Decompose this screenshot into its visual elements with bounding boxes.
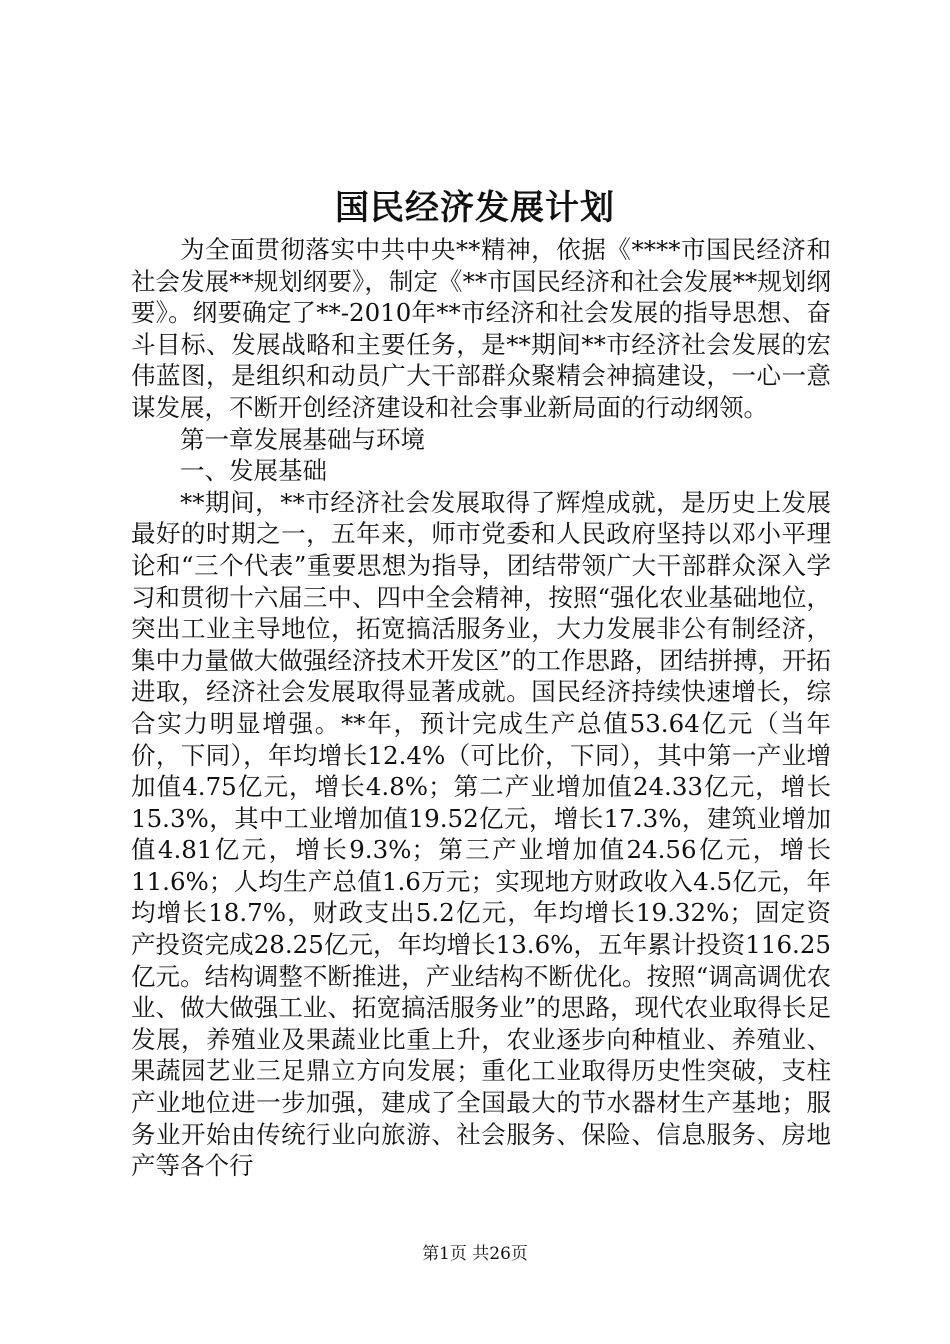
chapter-heading: 第一章发展基础与环境: [180, 424, 425, 454]
intro-paragraph: 为全面贯彻落实中共中央**精神，依据《****市国民经济和社会发展**规划纲要》，制定《**市国民经济和社会发展**规划纲要》。纲要确定了**-2010年**市经济和社会发展的指导思想、奋斗目标、发展战略和主要任务，是**期间**市经济社会发展的宏伟蓝图，是组织和动员广大干部群众聚精会神搞建设，一心一意谋发展，不断开创经济建设和社会事业新局面的行动纲领。: [131, 235, 831, 422]
section-heading: 一、发展基础: [180, 456, 327, 486]
page-footer: 第1页 共26页: [422, 1244, 528, 1264]
body-paragraph: **期间，**市经济社会发展取得了辉煌成就，是历史上发展最好的时期之一，五年来，师市党委和人民政府坚持以邓小平理论和“三个代表”重要思想为指导，团结带领广大干部群众深入学习和贯彻十六届三中、四中全会精神，按照“强化农业基础地位，突出工业主导地位，拓宽搞活服务业，大力发展非公有制经济，集中力量做大做强经济技术开发区”的工作思路，团结拼搏，开拓进取，经济社会发展取得显著成就。国民经济持续快速增长，综合实力明显增强。**年，预计完成生产总值53.64亿元（当年价，下同），年均增长12.4%（可比价，下同），其中第一产业增加值4.75亿元，增长4.8%；第二产业增加值24.33亿元，增长15.3%，其中工业增加值19.52亿元，增长17.3%，建筑业增加值4.81亿元，增长9.3%；第三产业增加值24.56亿元，增长11.6%；人均生产总值1.6万元；实现地方财政收入4.5亿元，年均增长18.7%，财政支出5.2亿元，年均增长19.32%；固定资产投资完成28.25亿元，年均增长13.6%，五年累计投资116.25亿元。结构调整不断推进，产业结构不断优化。按照“调高调优农业、做大做强工业、拓宽搞活服务业”的思路，现代农业取得长足发展，养殖业及果蔬业比重上升，农业逐步向种植业、养殖业、果蔬园艺业三足鼎立方向发展；重化工业取得历史性突破，支柱产业地位进一步加强，建成了全国最大的节水器材生产基地；服务业开始由传统行业向旅游、社会服务、保险、信息服务、房地产等各个行: [131, 487, 831, 1181]
document-title: 国民经济发展计划: [335, 188, 615, 228]
document-body: [131, 234, 831, 1182]
